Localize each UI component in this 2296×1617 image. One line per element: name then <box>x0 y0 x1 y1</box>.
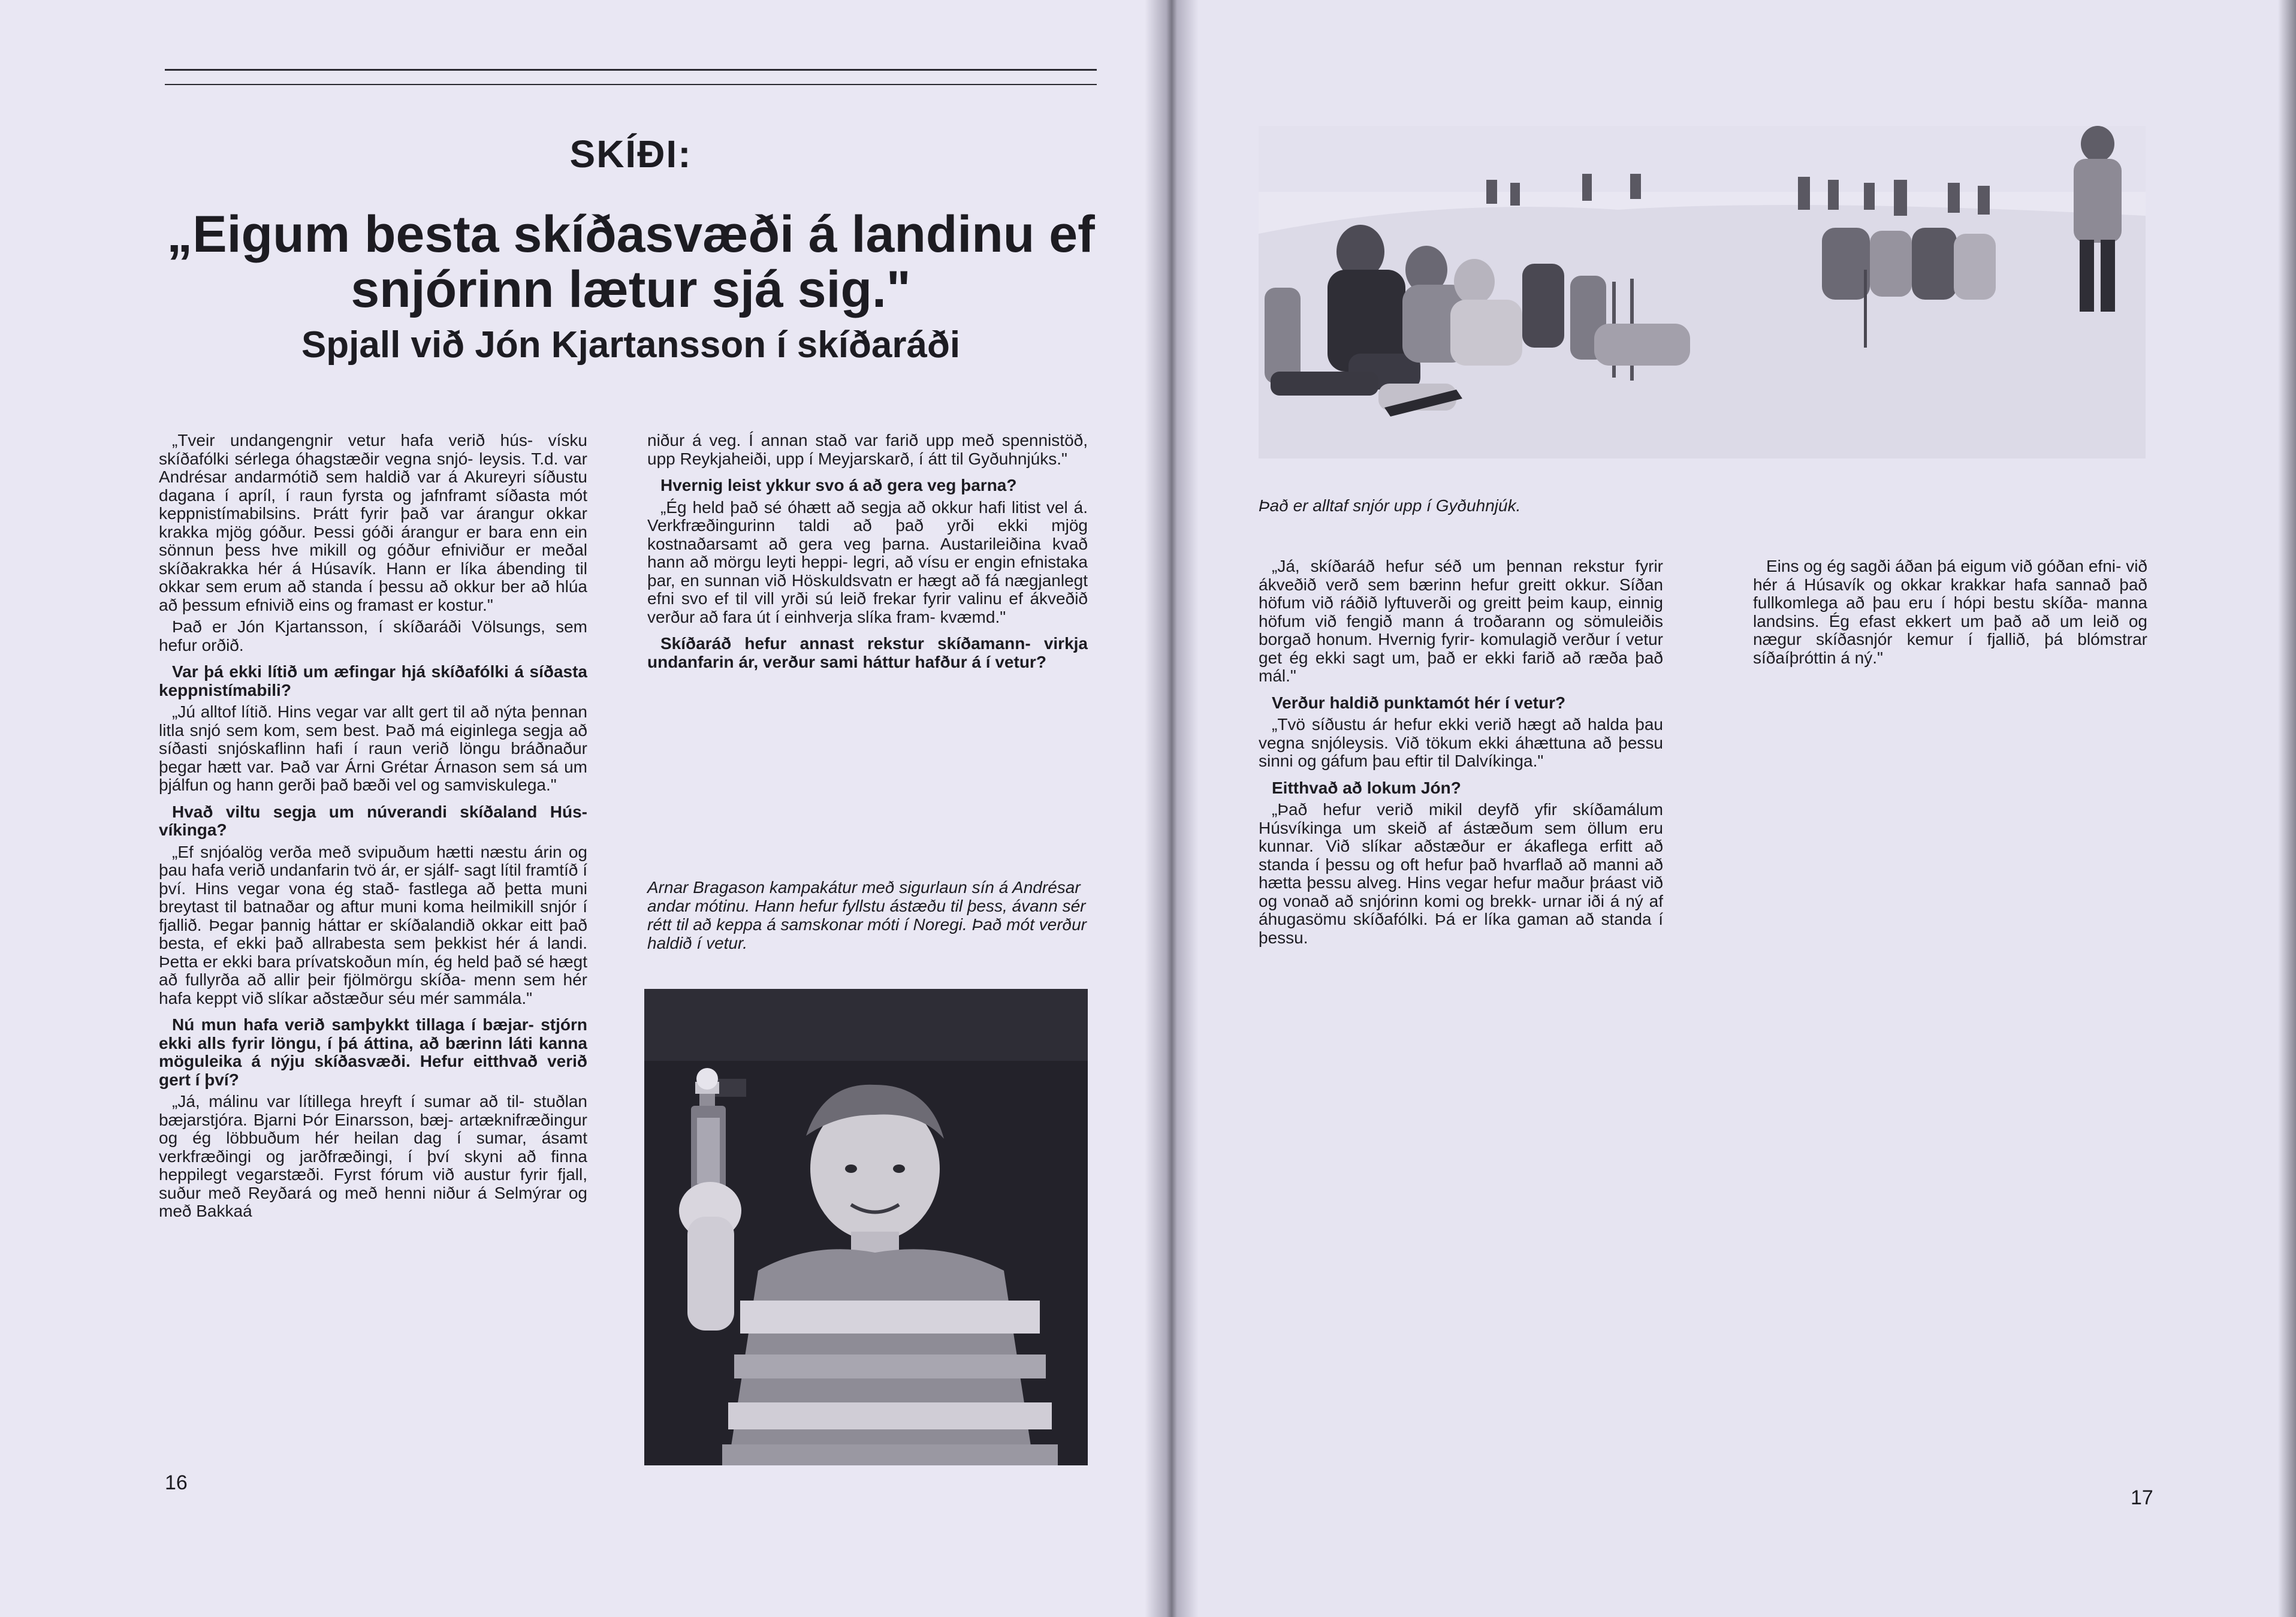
book-gutter <box>1145 0 1199 1617</box>
article-column-3 <box>1259 557 1663 951</box>
article-deck: Spjall við Jón Kjartansson í skíðaráði <box>301 324 961 366</box>
top-rule-second <box>165 84 1097 85</box>
interview-question: Var þá ekki lítið um æfingar hjá skíðafólki á síðasta keppnistímabili? <box>159 662 587 699</box>
top-rule <box>165 69 1097 71</box>
photo-boy-with-trophy <box>644 989 1088 1465</box>
headline-line-1: „Eigum besta skíðasvæði á landinu ef <box>167 206 1095 263</box>
right-page <box>1169 0 2296 1617</box>
article-headline <box>165 207 1097 317</box>
headline-line-2: snjórinn lætur sjá sig." <box>351 261 911 318</box>
photo-caption-boy: Arnar Bragason kampakátur með sigurlaun sín á Andrésar andar mótinu. Hann hefur fyllstu ástæðu til þess, ávann sér rétt til að keppa á samskonar móti í Noregi. Það mót verður haldið í vetur. <box>647 878 1087 952</box>
paragraph: Það er Jón Kjartansson, í skíðaráði Völsungs, sem hefur orðið. <box>159 617 587 654</box>
article-column-4 <box>1753 557 2147 671</box>
page-number-right: 17 <box>2131 1486 2153 1509</box>
interview-answer: „Ég held það sé óhætt að segja að okkur hafi litist vel á. Verkfræðingurinn taldi að það yrði ekki mjög kostnaðarsamt að gera veg þarna. Austarileiðina kvað hann að mörgu leyti heppi- legri, að vísu er engin efnistaka þar, en sunnan við Höskuldsvatn er hægt að fá nægjanlegt efni svo ef til vill yrði sú leið frekar fyrir valinu ef ákveðið verður að fara út í einhverja slíka fram- kvæmd." <box>647 497 1088 626</box>
interview-question: Hvernig leist ykkur svo á að gera veg þarna? <box>660 476 1017 494</box>
section-kicker: SKÍÐI: <box>569 132 692 176</box>
paragraph: Eins og ég sagði áðan þá eigum við góðan efni- við hér á Húsavík og okkar krakkar hafa sannað það fullkomlega að þau eru í hópi bestu skíða- manna landsins. Ég efast ekkert um það að um leið og nægur skíðasnjór kemur í fjallið, þá blómstrar síðaíþróttin á ný." <box>1753 557 2147 667</box>
paragraph: niður á veg. Í annan stað var farið upp með spennistöð, upp Reykjaheiði, upp í Meyjarskarð, í átt til Gyðuhnjúks." <box>647 431 1088 468</box>
interview-question: Hvað viltu segja um núverandi skíðaland Hús- víkinga? <box>159 802 587 839</box>
article-column-2 <box>647 432 1088 675</box>
interview-question: Nú mun hafa verið samþykkt tillaga í bæjar- stjórn ekki alls fyrir löngu, í þá áttina, að bærinn láti kanna möguleika á nýju skíðasvæði. Hefur eitthvað verið gert í því? <box>159 1015 587 1089</box>
photo-skiers-in-snow <box>1259 126 2146 458</box>
interview-answer: „Tvö síðustu ár hefur ekki verið hægt að halda þau vegna snjóleysis. Við tökum ekki áhættuna að þessu sinni og gáfum þau eftir til Dalvíkinga." <box>1259 715 1663 770</box>
paragraph: „Já, skíðaráð hefur séð um þennan rekstur fyrir ákveðið verð sem bærinn hefur greitt okkur. Síðan höfum við ráðið lyftuverði og greitt þeim kaup, einnig höfum við fengið mann á troðarann og sömuleiðis borgað honum. Hvernig fyrir- komulagið verður í vetur get ég ekki sagt um, það er ekki farið að ræða það mál." <box>1259 557 1663 685</box>
interview-question: Skíðaráð hefur annast rekstur skíðamann- virkja undanfarin ár, verður sami háttur hafður á í vetur? <box>647 634 1088 671</box>
interview-question: Eitthvað að lokum Jón? <box>1272 778 1461 797</box>
interview-question: Verður haldið punktamót hér í vetur? <box>1272 693 1566 712</box>
interview-answer: „Ef snjóalög verða með svipuðum hætti næstu árin og þau hafa verið undanfarin tvö ár, er sjálf- sagt lítil framtíð í því. Hins vegar vona ég stað- fastlega að þetta muni breytast til batnaðar og aftur muni koma heilmikill snjór í fjallið. Þegar þannig háttar er skíðalandið okkar eitt það besta, ef ekki það allrabesta sem þekkist hér á landi. Þetta er ekki bara prívatskoðun mín, ég held það sé hægt að fullyrða að allir þeir fjölmörgu skíða- menn sem hér hafa keppt við slíkar aðstæður séu mér sammála." <box>159 842 587 1007</box>
interview-answer: „Það hefur verið mikil deyfð yfir skíðamálum Húsvíkinga um skeið af ástæðum sem öllum eru kunnar. Við slíkar aðstæður er ákaflega erfitt að standa í þessu og oft hefur það hvarflað að manni að hætta þessu alveg. Hins vegar hefur maður þráast við og vonað að snjórinn komi og brekk- urnar iði á ný af áhugasömu skíðafólki. Þá er líka gaman að standa í þessu. <box>1259 800 1663 947</box>
interview-answer: „Já, málinu var lítillega hreyft í sumar að til- stuðlan bæjarstjóra. Bjarni Þór Einarsson, bæj- artæknifræðingur og ég löbbuðum hér heilan dag í sumar, ásamt verkfræðingi og jarðfræðingi, í því skyni að finna heppilegt vegarstæði. Fyrst fórum við austur fyrir fjall, suður með Reyðará og með henni niður á Selmýrar og með Bakkaá <box>159 1092 587 1220</box>
photo-caption-snow: Það er alltaf snjór upp í Gyðuhnjúk. <box>1259 496 1521 515</box>
paragraph: „Tveir undangengnir vetur hafa verið hús- vísku skíðafólki sérlega óhagstæðir vegna snjó- leysis. T.d. var Andrésar andarmótið sem haldið var á Akureyri síðustu dagana í apríl, í raun fyrsta og jafnframt síðasta mót keppnistímabilsins. Þrátt fyrir það var árangur okkar krakka mjög góður. Þessi góði árangur er bara enn ein sönnun þess hve mikill og góður efniviður er meðal skíðakrakka hér á Húsavík. Hann er líka ábending til okkar sem erum að standa í þessu að okkur ber að hlúa að þessum efnivið eins og framast er kostur." <box>159 431 587 614</box>
interview-answer: „Jú alltof lítið. Hins vegar var allt gert til að nýta þennan litla snjó sem kom, sem best. Það má eiginlega segja að síðasti snjóskaflinn hafi í raun verið löngu bráðnaður þegar hætt var. Það var Árni Grétar Árnason sem sá um þjálfun og hann gerði það bæði vel og samviskulega." <box>159 702 587 794</box>
page-number-left: 16 <box>165 1471 188 1494</box>
article-column-1 <box>159 432 587 1224</box>
page-edge-shadow <box>2278 0 2296 1617</box>
